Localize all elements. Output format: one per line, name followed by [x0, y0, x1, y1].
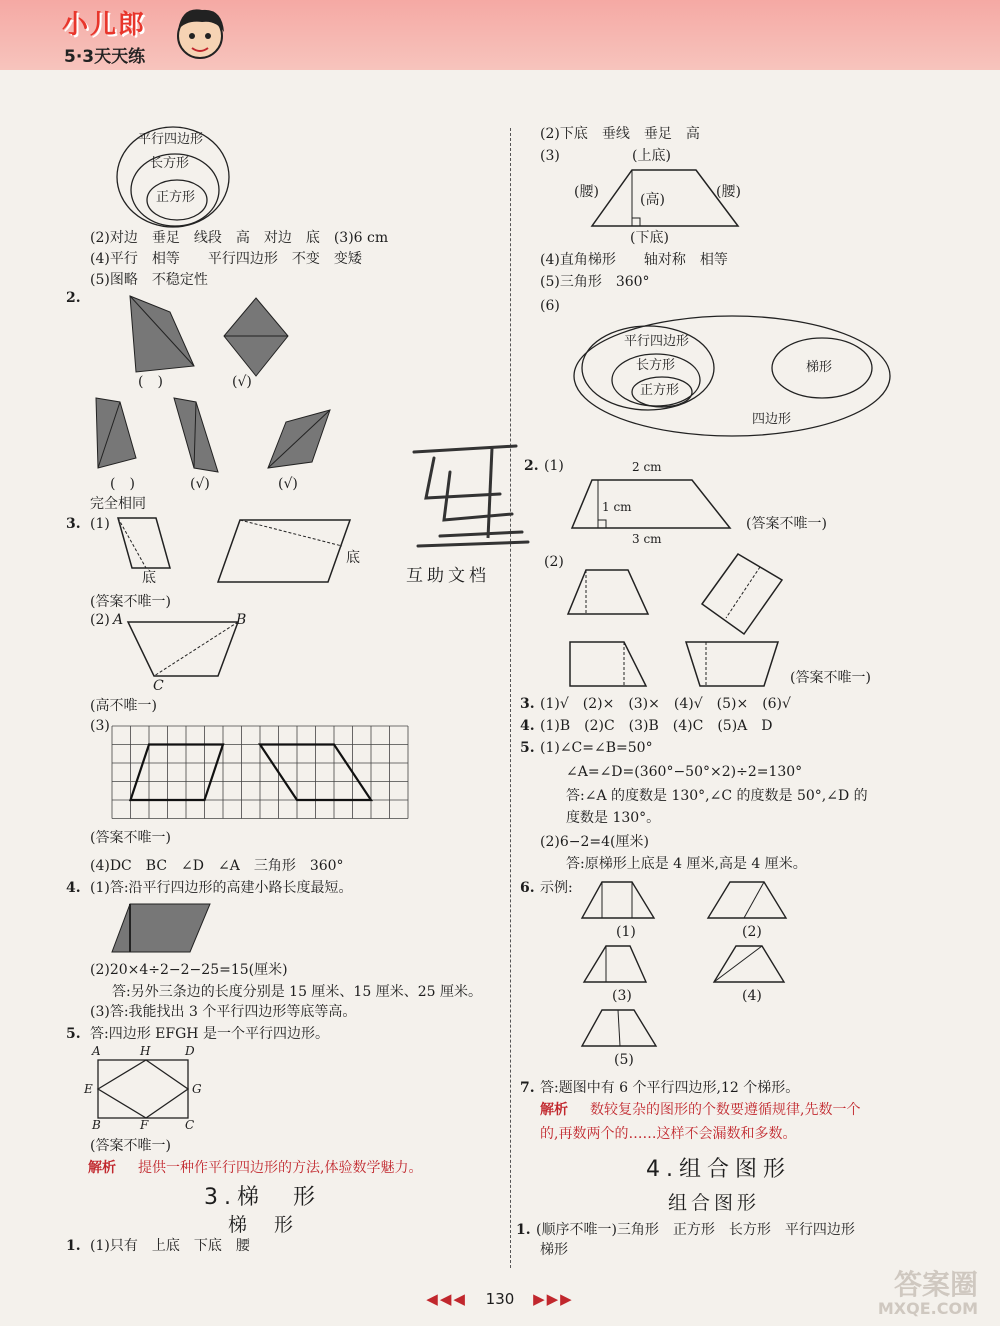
- point-label: B: [236, 612, 247, 628]
- stamp-hu-icon: [404, 438, 534, 558]
- answer-line: 答:原梯形上底是 4 厘米,高是 4 厘米。: [566, 856, 807, 872]
- stamp-text: 互助文档: [406, 566, 490, 586]
- venn-label-rectangle: 长方形: [150, 156, 190, 171]
- venn-label-rectangle: 长方形: [636, 358, 676, 373]
- cartoon-boy-icon: [172, 2, 232, 68]
- figure-number: (3): [612, 988, 632, 1004]
- question-number: 4.: [66, 880, 81, 896]
- sub-label: (2): [90, 612, 110, 628]
- question-number: 7.: [520, 1080, 535, 1096]
- answer-line: (5)三角形 360°: [540, 274, 650, 290]
- answer-line: 完全相同: [90, 496, 146, 512]
- answer-line: (4)DC BC ∠D ∠A 三角形 360°: [90, 858, 344, 874]
- note: (答案不唯一): [90, 594, 171, 610]
- analysis-text: 提供一种作平行四边形的方法,体验数学魅力。: [138, 1160, 423, 1176]
- prev-arrows-icon: ◀◀◀: [426, 1290, 467, 1308]
- sub-label: (3): [540, 148, 560, 164]
- note: (答案不唯一): [90, 1138, 171, 1154]
- sub-label: (2): [544, 554, 564, 570]
- sub-label: (1): [544, 458, 564, 474]
- section-subtitle: 梯 形: [228, 1214, 298, 1236]
- question-number: 3.: [520, 696, 535, 712]
- note: (答案不唯一): [90, 830, 171, 846]
- column-divider: [510, 128, 511, 1268]
- analysis-text: 的,再数两个的……这样不会漏数和多数。: [540, 1126, 797, 1142]
- label-bottom-base: (下底): [630, 230, 669, 246]
- answer-line: (4)平行 相等 平行四边形 不变 变矮: [90, 251, 362, 267]
- answer-line: 示例:: [540, 880, 573, 896]
- point-label: F: [140, 1118, 149, 1132]
- question-number: 3.: [66, 516, 81, 532]
- answer-line: (1)B (2)C (3)B (4)C (5)A D: [540, 718, 773, 734]
- venn-diagram-quadrilateral: [570, 312, 896, 444]
- answer-line: (1)∠C=∠B=50°: [540, 740, 653, 756]
- venn-label-parallelogram: 平行四边形: [138, 132, 204, 147]
- figure-number: (4): [742, 988, 762, 1004]
- point-label: D: [185, 1044, 195, 1058]
- shape-figures-q2: [90, 292, 350, 502]
- page-header: [0, 0, 1000, 70]
- mark: (√): [190, 476, 210, 492]
- analysis-text: 数较复杂的图形的个数要遵循规律,先数一个: [590, 1102, 861, 1118]
- figure-number: (2): [742, 924, 762, 940]
- logo-subtitle: 5·3天天练: [64, 47, 146, 67]
- rectangle-efgh: [96, 1054, 192, 1124]
- watermark-url: MXQE.COM: [877, 1299, 978, 1319]
- question-number: 5.: [520, 740, 535, 756]
- page-footer: [0, 1290, 1000, 1308]
- figure-number: (1): [616, 924, 636, 940]
- venn-label-parallelogram: 平行四边形: [624, 334, 690, 349]
- answer-line: 答:另外三条边的长度分别是 15 厘米、15 厘米、25 厘米。: [112, 984, 482, 1000]
- answer-line: (2)对边 垂足 线段 高 对边 底 (3)6 cm: [90, 230, 389, 246]
- question-number: 5.: [66, 1026, 81, 1042]
- answer-line: (1)答:沿平行四边形的高建小路长度最短。: [90, 880, 353, 896]
- base-label: 底: [346, 550, 360, 566]
- point-label: A: [92, 1044, 101, 1058]
- note: (答案不唯一): [746, 516, 827, 532]
- point-label: A: [113, 612, 124, 628]
- answer-line: 梯形: [540, 1242, 568, 1258]
- dim-label: 1 cm: [602, 500, 632, 514]
- venn-label-square: 正方形: [156, 190, 196, 205]
- question-number: 1.: [66, 1238, 81, 1254]
- question-number: 1.: [516, 1222, 531, 1238]
- sub-label: (1): [90, 516, 110, 532]
- sub-label: (3): [90, 718, 110, 734]
- answer-line: 答:题图中有 6 个平行四边形,12 个梯形。: [540, 1080, 800, 1096]
- logo-title: 小儿郎: [62, 10, 147, 40]
- dim-label: 3 cm: [632, 532, 662, 546]
- question-number: 6.: [520, 880, 535, 896]
- parallelogram-abcd: [124, 620, 254, 680]
- question-number: 2.: [66, 290, 81, 306]
- question-number: 2.: [524, 458, 539, 474]
- mark: ( ): [138, 374, 163, 390]
- analysis-label: 解析: [88, 1160, 116, 1176]
- watermark-text: 答案圈: [893, 1267, 978, 1301]
- point-label: C: [153, 678, 164, 694]
- mark: ( ): [110, 476, 135, 492]
- next-arrows-icon: ▶▶▶: [533, 1290, 574, 1308]
- figure-number: (5): [614, 1052, 634, 1068]
- section-title: 3.梯 形: [204, 1185, 321, 1210]
- question-number: 4.: [520, 718, 535, 734]
- point-label: G: [192, 1082, 202, 1096]
- point-label: B: [92, 1118, 101, 1132]
- base-label: 底: [142, 570, 156, 586]
- sub-label: (6): [540, 298, 560, 314]
- label-height: (高): [640, 192, 665, 208]
- grid-parallelograms: [112, 726, 408, 820]
- answer-line: (顺序不唯一)三角形 正方形 长方形 平行四边形: [536, 1222, 855, 1238]
- answer-line: (4)直角梯形 轴对称 相等: [540, 252, 728, 268]
- dim-label: 2 cm: [632, 460, 662, 474]
- mark: (√): [232, 374, 252, 390]
- answer-line: (3)答:我能找出 3 个平行四边形等底等高。: [90, 1004, 357, 1020]
- answer-line: (1)√ (2)× (3)× (4)√ (5)× (6)√: [540, 696, 791, 712]
- trapezoid-examples: [566, 552, 788, 692]
- watermark: [877, 1267, 978, 1319]
- answer-line: (2)6−2=4(厘米): [540, 834, 649, 850]
- label-leg: (腰): [574, 184, 599, 200]
- section-title: 4.组合图形: [646, 1157, 791, 1182]
- venn-label-trapezoid: 梯形: [806, 360, 833, 375]
- note: (答案不唯一): [790, 670, 871, 686]
- answer-line: (2)20×4÷2−2−25=15(厘米): [90, 962, 288, 978]
- answer-line: (2)下底 垂线 垂足 高: [540, 126, 700, 142]
- parallelogram-path: [110, 902, 220, 954]
- label-top-base: (上底): [632, 148, 671, 164]
- answer-line: ∠A=∠D=(360°−50°×2)÷2=130°: [566, 764, 803, 780]
- venn-label-quadrilateral: 四边形: [752, 412, 792, 427]
- venn-label-square: 正方形: [640, 383, 680, 398]
- answer-line: (1)只有 上底 下底 腰: [90, 1238, 250, 1254]
- label-leg: (腰): [716, 184, 741, 200]
- section-subtitle: 组合图形: [668, 1192, 761, 1214]
- mark: (√): [278, 476, 298, 492]
- trapezoid-dimensions: [568, 476, 734, 532]
- answer-line: 答:四边形 EFGH 是一个平行四边形。: [90, 1026, 329, 1042]
- point-label: E: [84, 1082, 93, 1096]
- answer-line: 度数是 130°。: [566, 810, 661, 826]
- point-label: C: [185, 1118, 195, 1132]
- trapezoid-divisions: [580, 878, 800, 1058]
- answer-line: 答:∠A 的度数是 130°,∠C 的度数是 50°,∠D 的: [566, 788, 868, 804]
- note: (高不唯一): [90, 698, 157, 714]
- analysis-label: 解析: [540, 1102, 568, 1118]
- page-number: 130: [485, 1290, 515, 1308]
- answer-line: (5)图略 不稳定性: [90, 272, 208, 288]
- point-label: H: [140, 1044, 151, 1058]
